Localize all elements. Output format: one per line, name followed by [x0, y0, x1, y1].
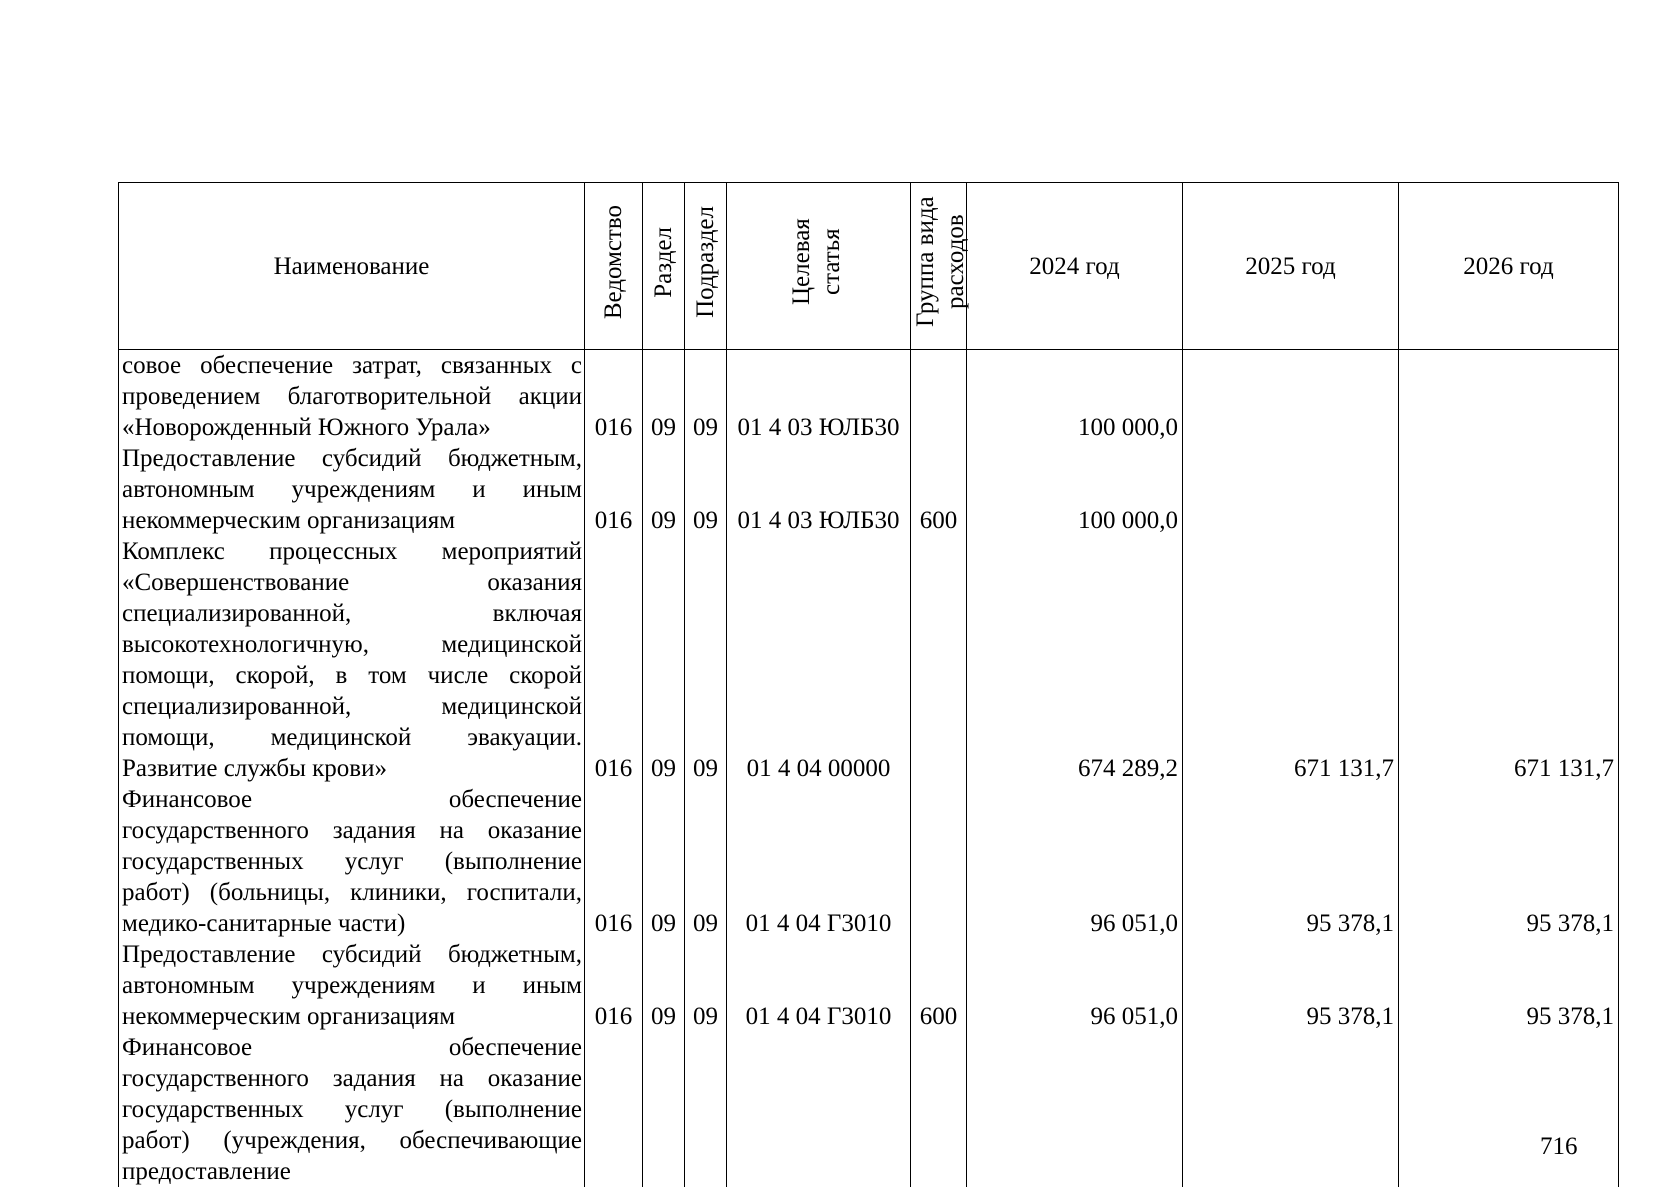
row-target-article [727, 1032, 911, 1187]
row-name: Финансовое обеспечение государственного задания на оказание государственных услуг (выполнение работ) (больницы, клиники, госпитали, медико-санитарные части) [119, 784, 585, 939]
row-dept: 016 [585, 939, 643, 1032]
row-target-article: 01 4 04 Г3010 [727, 784, 911, 939]
row-2026: 95 378,1 [1399, 939, 1619, 1032]
table-row [119, 1032, 1619, 1187]
row-subsection: 09 [685, 939, 727, 1032]
row-dept: 016 [585, 536, 643, 784]
header-row [119, 183, 1619, 350]
row-2026 [1399, 350, 1619, 444]
row-2024: 100 000,0 [967, 350, 1183, 444]
header-subsection: Подраздел [685, 183, 727, 350]
row-2026 [1399, 1032, 1619, 1187]
row-target-article: 01 4 04 Г3010 [727, 939, 911, 1032]
row-subsection: 09 [685, 443, 727, 536]
row-dept: 016 [585, 350, 643, 444]
row-dept [585, 1032, 643, 1187]
row-2025: 95 378,1 [1183, 939, 1399, 1032]
row-section: 09 [643, 939, 685, 1032]
row-expense-group: 600 [911, 443, 967, 536]
row-expense-group [911, 784, 967, 939]
row-2026 [1399, 443, 1619, 536]
row-target-article: 01 4 03 ЮЛБ30 [727, 443, 911, 536]
row-dept: 016 [585, 784, 643, 939]
row-section: 09 [643, 784, 685, 939]
row-expense-group [911, 350, 967, 444]
header-expense-group: Группа вида расходов [911, 183, 967, 350]
header-dept: Ведомство [585, 183, 643, 350]
row-expense-group: 600 [911, 939, 967, 1032]
table-row [119, 536, 1619, 784]
row-dept: 016 [585, 443, 643, 536]
row-expense-group [911, 536, 967, 784]
row-2026: 671 131,7 [1399, 536, 1619, 784]
budget-table [118, 182, 1619, 1187]
row-section: 09 [643, 350, 685, 444]
row-2024 [967, 1032, 1183, 1187]
header-2024: 2024 год [967, 183, 1183, 350]
row-subsection: 09 [685, 784, 727, 939]
table-row [119, 350, 1619, 444]
header-2026: 2026 год [1399, 183, 1619, 350]
row-section: 09 [643, 536, 685, 784]
row-name: Комплекс процессных мероприятий «Совершенствование оказания специализированной, включая высокотехнологичную, медицинской помощи, скорой, в том числе скорой специализированной, медицинской помощи, медицинской эвакуации. Развитие службы крови» [119, 536, 585, 784]
row-name: Предоставление субсидий бюджетным, автономным учреждениям и иным некоммерческим организациям [119, 939, 585, 1032]
row-2025 [1183, 350, 1399, 444]
header-2025: 2025 год [1183, 183, 1399, 350]
row-name: Финансовое обеспечение государственного задания на оказание государственных услуг (выполнение работ) (учреждения, обеспечивающие предоставление [119, 1032, 585, 1187]
row-2025: 95 378,1 [1183, 784, 1399, 939]
row-section: 09 [643, 443, 685, 536]
row-2024: 674 289,2 [967, 536, 1183, 784]
header-target-article: Целевая статья [727, 183, 911, 350]
row-2025 [1183, 1032, 1399, 1187]
row-section [643, 1032, 685, 1187]
row-2024: 96 051,0 [967, 939, 1183, 1032]
row-2026: 95 378,1 [1399, 784, 1619, 939]
row-target-article: 01 4 03 ЮЛБ30 [727, 350, 911, 444]
row-expense-group [911, 1032, 967, 1187]
table-row [119, 443, 1619, 536]
row-subsection [685, 1032, 727, 1187]
row-name: Предоставление субсидий бюджетным, автономным учреждениям и иным некоммерческим организациям [119, 443, 585, 536]
page-number: 716 [1540, 1133, 1578, 1160]
header-section: Раздел [643, 183, 685, 350]
row-target-article: 01 4 04 00000 [727, 536, 911, 784]
row-2025 [1183, 443, 1399, 536]
row-name: совое обеспечение затрат, связанных с проведением благотворительной акции «Новорожденный Южного Урала» [119, 350, 585, 444]
row-2025: 671 131,7 [1183, 536, 1399, 784]
row-2024: 100 000,0 [967, 443, 1183, 536]
table-row [119, 939, 1619, 1032]
row-2024: 96 051,0 [967, 784, 1183, 939]
table-row [119, 784, 1619, 939]
header-name: Наименование [119, 183, 585, 350]
row-subsection: 09 [685, 350, 727, 444]
row-subsection: 09 [685, 536, 727, 784]
